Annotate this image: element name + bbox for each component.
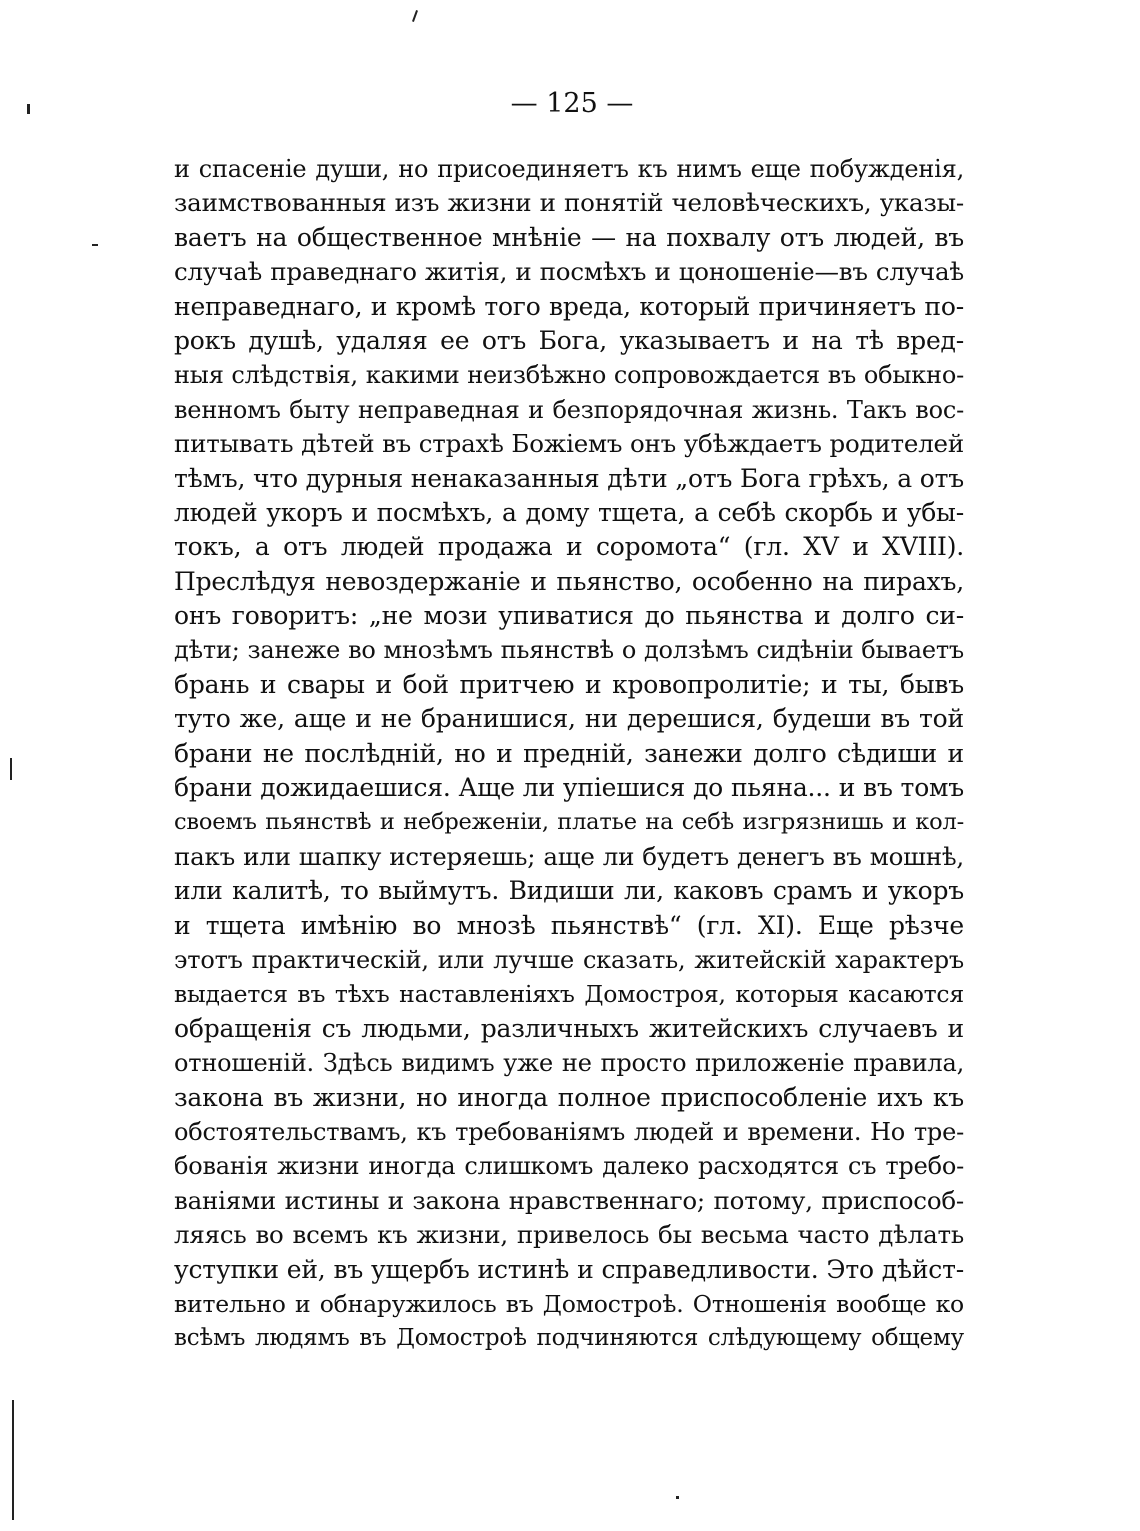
text-line: уступки ей, въ ущербъ истинѣ и справедливости. Это дѣйст- xyxy=(174,1254,964,1284)
text-line: венномъ быту неправедная и безпорядочная жизнь. Такъ вос- xyxy=(174,395,964,424)
text-line: ныя слѣдствія, какими неизбѣжно сопровождается въ обыкно- xyxy=(174,361,964,390)
text-line: вительно и обнаружилось въ Домостроѣ. Отношенія вообще ко xyxy=(174,1289,964,1318)
text-line: своемъ пьянствѣ и небреженіи, платье на себѣ изгрязнишь и кол- xyxy=(174,809,964,836)
text-line: туто же, аще и не бранишися, ни дерешися, будеши въ той xyxy=(174,704,964,734)
scan-speck xyxy=(412,10,418,22)
scan-speck xyxy=(12,1400,14,1520)
text-line: тѣмъ, что дурныя ненаказанныя дѣти „отъ Бога грѣхъ, а отъ xyxy=(174,463,964,493)
scan-speck xyxy=(92,244,98,246)
text-line: бованія жизни иногда слишкомъ далеко расходятся съ требо- xyxy=(174,1152,964,1181)
text-line: питывать дѣтей въ страхѣ Божіемъ онъ убѣждаетъ родителей xyxy=(174,429,964,459)
text-line: выдается въ тѣхъ наставленіяхъ Домостроя, которыя касаются xyxy=(174,980,964,1009)
body-text xyxy=(174,152,964,1356)
text-line: онъ говоритъ: „не мози упиватися до пьянства и долго си- xyxy=(174,601,964,631)
text-line: рокъ душѣ, удаляя ее отъ Бога, указываетъ и на тѣ вред- xyxy=(174,325,964,355)
text-line: Преслѣдуя невоздержаніе и пьянство, особенно на пирахъ, xyxy=(174,566,964,596)
text-line: брани не послѣдній, но и предній, занежи долго сѣдиши и xyxy=(174,738,964,768)
text-line: пакъ или шапку истеряешь; аще ли будетъ денегъ въ мошнѣ, xyxy=(174,841,964,871)
text-line: брани дожидаешися. Аще ли упіешися до пьяна... и въ томъ xyxy=(174,773,964,803)
text-line: и тщета имѣнію во мнозѣ пьянствѣ“ (гл. XI). Еще рѣзче xyxy=(174,910,964,940)
text-line: всѣмъ людямъ въ Домостроѣ подчиняются слѣдующему общему xyxy=(174,1325,964,1352)
text-line: и спасеніе души, но присоединяетъ къ нимъ еще побужденія, xyxy=(174,155,964,183)
text-line: или калитѣ, то выймутъ. Видиши ли, каковъ срамъ и укоръ xyxy=(174,876,964,906)
text-line: неправеднаго, и кромѣ того вреда, который причиняетъ по- xyxy=(174,291,964,321)
text-line: закона въ жизни, но иногда полное приспособленіе ихъ къ xyxy=(174,1082,964,1112)
text-line: отношеній. Здѣсь видимъ уже не просто приложеніе правила, xyxy=(174,1049,964,1078)
text-line: дѣти; занеже во мнозѣмъ пьянствѣ о долзѣмъ сидѣніи бываетъ xyxy=(174,636,964,665)
scan-speck xyxy=(10,758,12,780)
text-line: ваніями истины и закона нравственнаго; потому, приспособ- xyxy=(174,1185,964,1215)
text-line: этотъ практическій, или лучше сказать, житейскій характеръ xyxy=(174,945,964,974)
text-line: ляясь во всемъ къ жизни, привелось бы весьма часто дѣлать xyxy=(174,1220,964,1250)
scan-speck xyxy=(676,1496,679,1499)
text-line: случаѣ праведнаго житія, и посмѣхъ и цоношеніе—въ случаѣ xyxy=(174,257,964,287)
page-number: — 125 — xyxy=(510,88,634,119)
text-line: людей укоръ и посмѣхъ, а дому тщета, а себѣ скорбь и убы- xyxy=(174,497,964,527)
text-line: ваетъ на общественное мнѣніе — на похвалу отъ людей, въ xyxy=(174,222,964,252)
text-line: обращенія съ людьми, различныхъ житейскихъ случаевъ и xyxy=(174,1013,964,1043)
text-line: токъ, а отъ людей продажа и соромота“ (гл. XV и XVIII). xyxy=(174,532,964,562)
scan-speck xyxy=(27,104,30,114)
text-line: обстоятельствамъ, къ требованіямъ людей и времени. Но тре- xyxy=(174,1117,964,1146)
text-line: заимствованныя изъ жизни и понятій человѣческихъ, указы- xyxy=(174,188,964,218)
text-line: брань и свары и бой притчею и кровопролитіе; и ты, бывъ xyxy=(174,669,964,699)
